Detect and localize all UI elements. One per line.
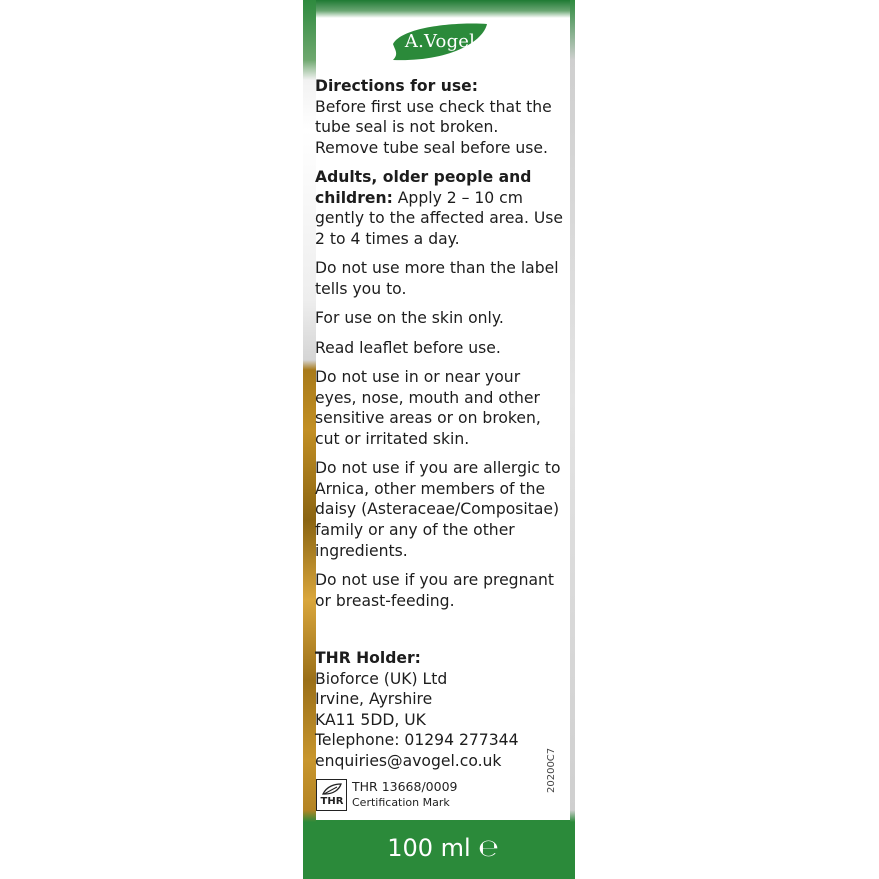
dosage-heading: Adults, older people and children: <box>315 168 532 207</box>
warning-text: For use on the skin only. <box>315 309 504 328</box>
directions-text: Before first use check that the tube seal is not broken. Remove tube seal before use. <box>315 97 552 157</box>
leaf-icon <box>321 782 343 796</box>
thr-holder-section <box>315 648 563 772</box>
directions-heading: Directions for use: <box>315 77 478 95</box>
directions-section <box>315 76 563 620</box>
thr-holder-line: KA11 5DD, UK <box>315 710 426 729</box>
warning-text: Do not use in or near your eyes, nose, mouth and other sensitive areas or on broken, cut or irritated skin. <box>315 368 541 448</box>
thr-badge <box>316 779 347 811</box>
right-edge <box>570 0 575 879</box>
thr-holder-line: Irvine, Ayrshire <box>315 690 433 709</box>
certification-number: THR 13668/0009 <box>352 779 458 794</box>
warning-text: Do not use more than the label tells you to. <box>315 259 559 298</box>
thr-holder-line: enquiries@avogel.co.uk <box>315 751 502 770</box>
dosage-paragraph <box>315 167 563 249</box>
logo-text: A.Vogel <box>404 31 476 52</box>
top-green-band <box>316 0 570 18</box>
brand-logo <box>389 20 491 64</box>
product-label-panel <box>303 0 575 879</box>
version-code: 20200C7 <box>546 747 557 793</box>
warning-text: Read leaflet before use. <box>315 338 501 357</box>
thr-holder-line: Telephone: 01294 277344 <box>315 731 519 750</box>
dosage-text: Apply 2 – 10 cm gently to the affected area. Use 2 to 4 times a day. <box>315 188 564 248</box>
footer-band <box>316 820 570 879</box>
certification-text <box>352 779 502 811</box>
volume-label: 100 ml ℮ <box>387 834 499 862</box>
certification-label: Certification Mark <box>352 796 450 809</box>
thr-holder-heading: THR Holder: <box>315 649 421 667</box>
warning-text: Do not use if you are allergic to Arnica, other members of the daisy (Asteraceae/Compositae) family or any of the other ingredients. <box>315 459 561 560</box>
warning-text: Do not use if you are pregnant or breast-feeding. <box>315 571 555 610</box>
thr-badge-label: THR <box>320 796 344 807</box>
directions-paragraph <box>315 76 563 158</box>
thr-holder-line: Bioforce (UK) Ltd <box>315 669 448 688</box>
